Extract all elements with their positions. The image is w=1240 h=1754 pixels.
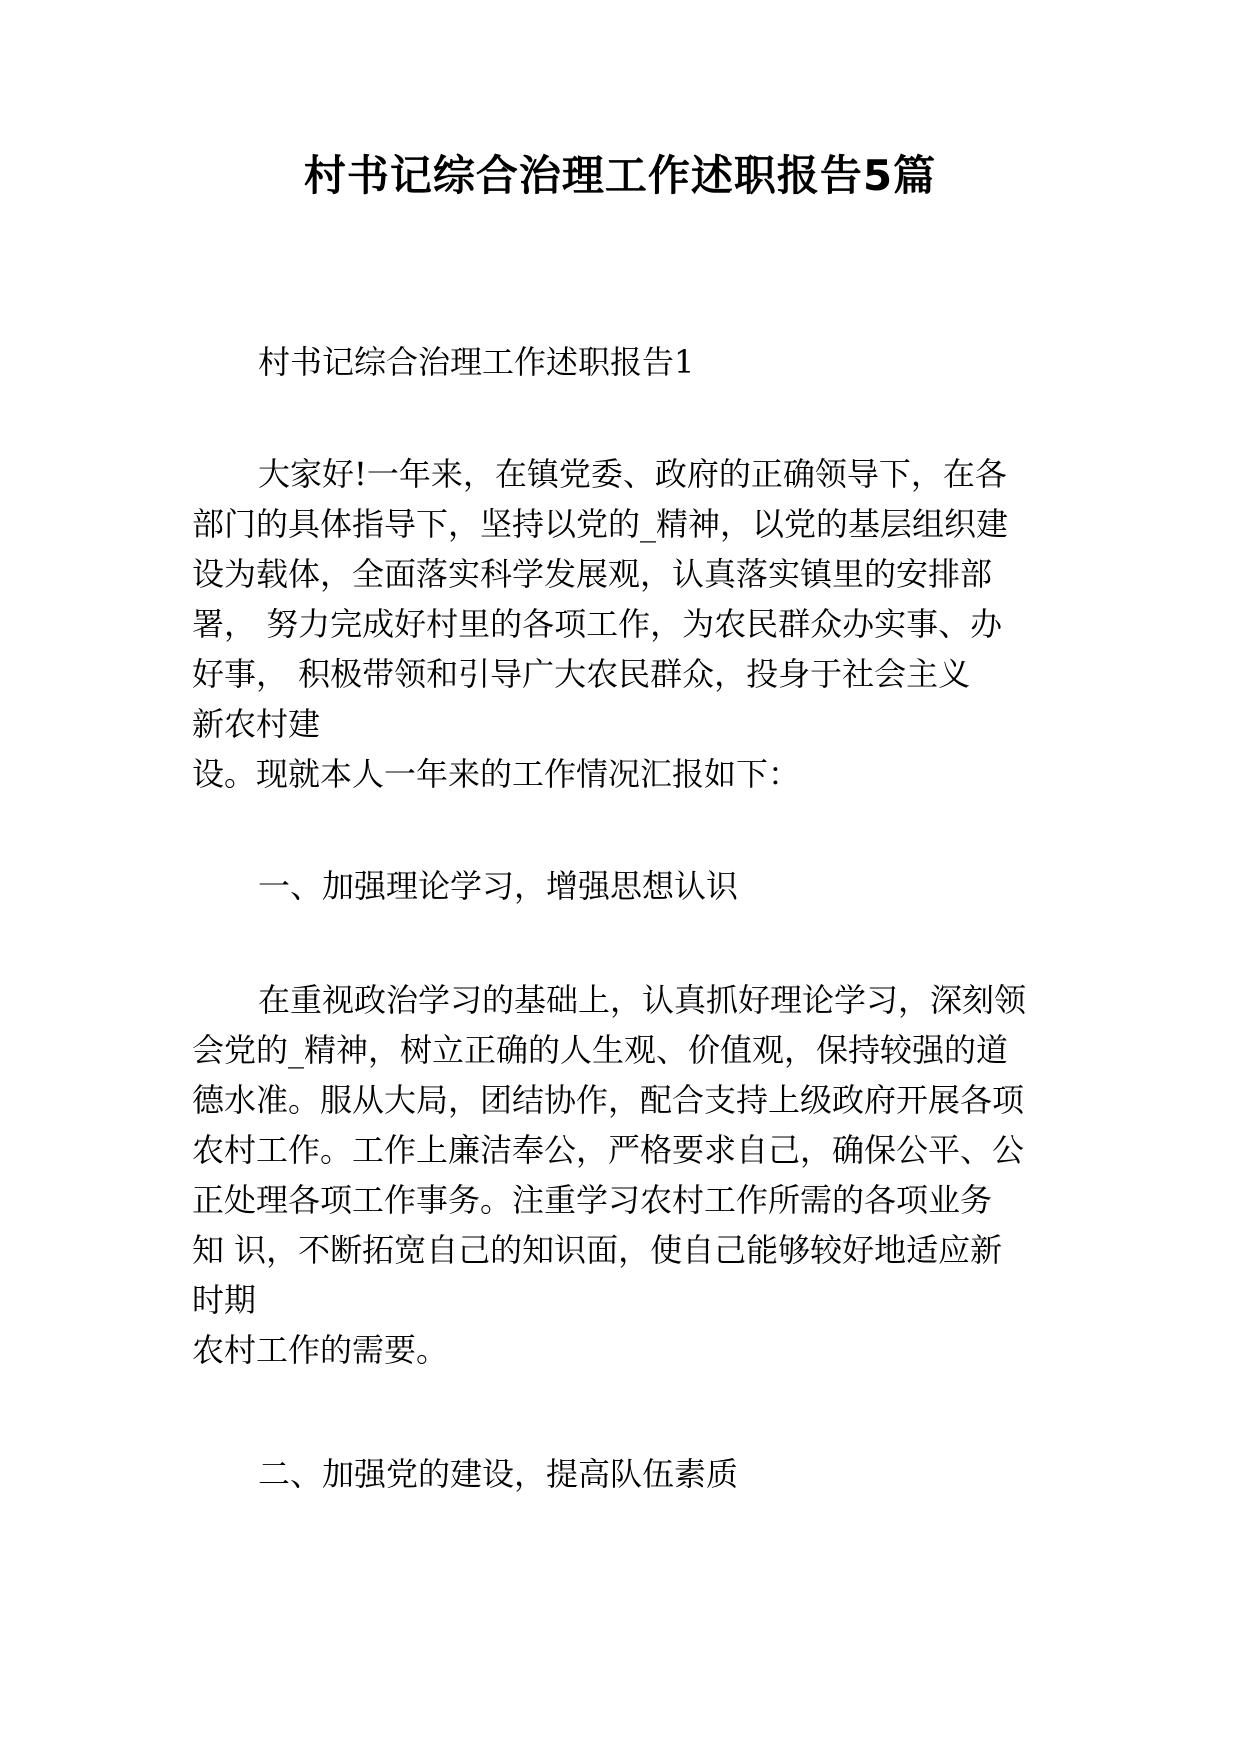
paragraph-line: 正处理各项工作事务。注重学习农村工作所需的各项业务 [192,1181,993,1219]
paragraph-line: 大家好!一年来，在镇党委、政府的正确领导下，在各 [258,455,1007,493]
paragraph-line: 设为载体，全面落实科学发展观，认真落实镇里的安排部 [192,555,993,593]
paragraph-line: 新农村建 [192,705,321,743]
paragraph-line: 会党的_精神，树立正确的人生观、价值观，保持较强的道 [192,1031,1009,1069]
paragraph-line: 德水准。服从大局，团结协作，配合支持上级政府开展各项 [192,1081,1025,1119]
section-heading-1: 一、加强理论学习，增强思想认识 [258,867,739,905]
paragraph-line: 署， 努力完成好村里的各项工作，为农民群众办实事、办 [192,605,1003,643]
report-subtitle: 村书记综合治理工作述职报告1 [258,343,695,381]
paragraph-line: 时期 [192,1281,257,1319]
paragraph-line: 好事， 积极带领和引导广大农民群众，投身于社会主义 [192,655,971,693]
paragraph-line: 部门的具体指导下，坚持以党的_精神，以党的基层组织建 [192,505,1009,543]
section-heading-2: 二、加强党的建设，提高队伍素质 [258,1455,739,1493]
document-title: 村书记综合治理工作述职报告5篇 [303,151,937,200]
paragraph-line: 知 识，不断拓宽自己的知识面，使自己能够较好地适应新 [192,1231,1003,1269]
paragraph-line: 在重视政治学习的基础上，认真抓好理论学习，深刻领 [258,981,1027,1019]
paragraph-line: 设。现就本人一年来的工作情况汇报如下： [192,755,801,793]
paragraph-line: 农村工作。工作上廉洁奉公，严格要求自己，确保公平、公 [192,1131,1025,1169]
paragraph-line: 农村工作的需要。 [192,1331,449,1369]
